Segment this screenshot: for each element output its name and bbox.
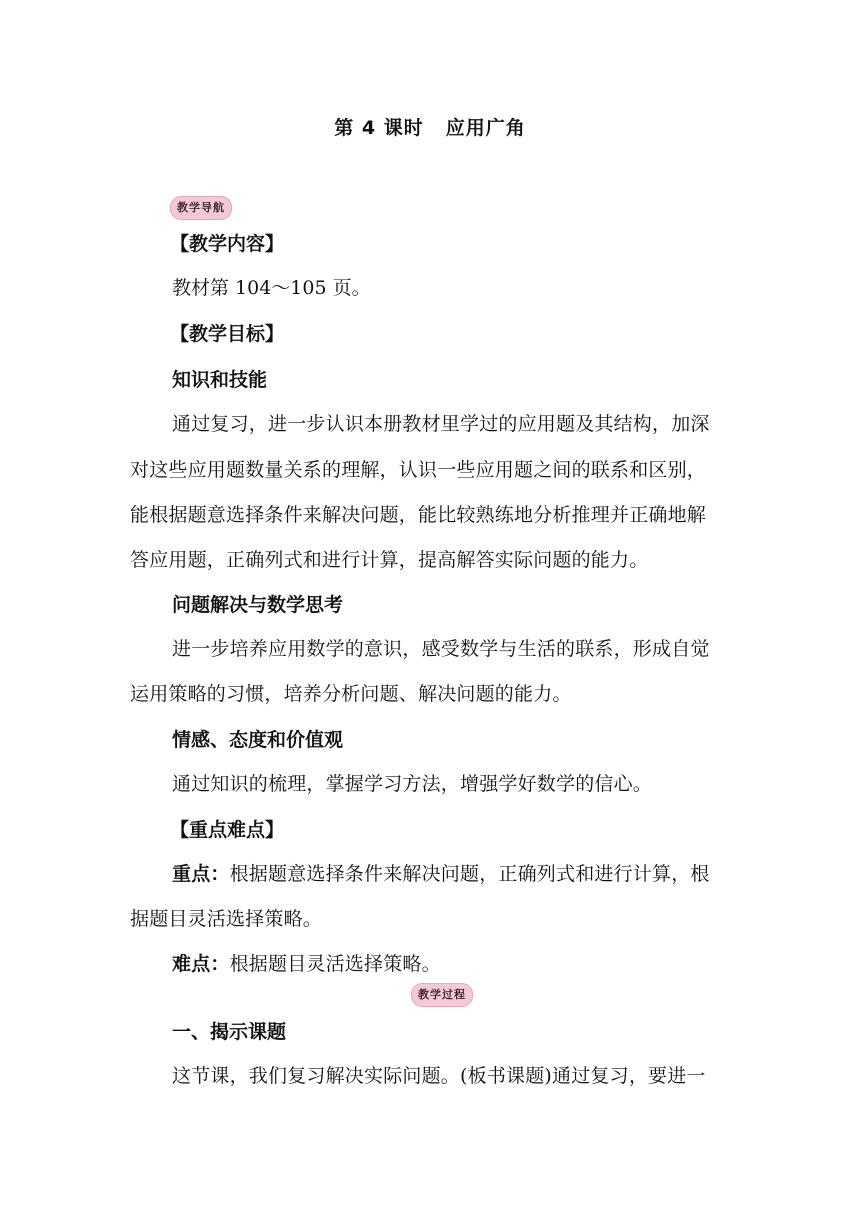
- key-point-continuation: 据题目灵活选择策略。: [130, 908, 323, 930]
- heading-key-points: 【重点难点】: [170, 819, 285, 841]
- lesson-topic: 应用广角: [445, 117, 526, 139]
- subheading-knowledge: 知识和技能: [172, 369, 268, 391]
- difficulty-label: 难点：: [172, 953, 230, 975]
- knowledge-line: 答应用题，正确列式和进行计算，提高解答实际问题的能力。: [130, 549, 649, 571]
- problem-line: 运用策略的习惯，培养分析问题、解决问题的能力。: [130, 683, 572, 705]
- knowledge-line: 通过复习，进一步认识本册教材里学过的应用题及其结构，加深: [172, 413, 710, 435]
- key-point-label: 重点：: [172, 863, 230, 885]
- knowledge-line: 对这些应用题数量关系的理解，认识一些应用题之间的联系和区别，: [130, 459, 707, 481]
- difficulty-line: [172, 949, 441, 976]
- heading-teaching-content: 【教学内容】: [170, 233, 285, 255]
- page-title: [0, 113, 860, 140]
- heading-teaching-goals: 【教学目标】: [170, 323, 285, 345]
- subheading-problem-solving: 问题解决与数学思考: [172, 594, 344, 616]
- emotion-line: 通过知识的梳理，掌握学习方法，增强学好数学的信心。: [172, 773, 653, 795]
- knowledge-line: 能根据题意选择条件来解决问题，能比较熟练地分析推理并正确地解: [130, 504, 707, 526]
- section-paragraph-line: 这节课，我们复习解决实际问题。(板书课题)通过复习，要进一: [172, 1065, 706, 1087]
- teaching-process-badge: 教学过程: [411, 983, 473, 1007]
- difficulty-text: 根据题目灵活选择策略。: [229, 953, 441, 975]
- key-point-line: [172, 859, 710, 886]
- content-text: 教材第 104～105 页。: [172, 277, 371, 299]
- problem-line: 进一步培养应用数学的意识，感受数学与生活的联系，形成自觉: [172, 638, 710, 660]
- key-point-text: 根据题意选择条件来解决问题，正确列式和进行计算，根: [229, 863, 710, 885]
- lesson-number: 第 4 课时: [334, 117, 424, 139]
- section-heading-reveal-topic: 一、揭示课题: [172, 1021, 287, 1043]
- teaching-guide-badge: 教学导航: [170, 196, 232, 220]
- subheading-emotion: 情感、态度和价值观: [172, 729, 344, 751]
